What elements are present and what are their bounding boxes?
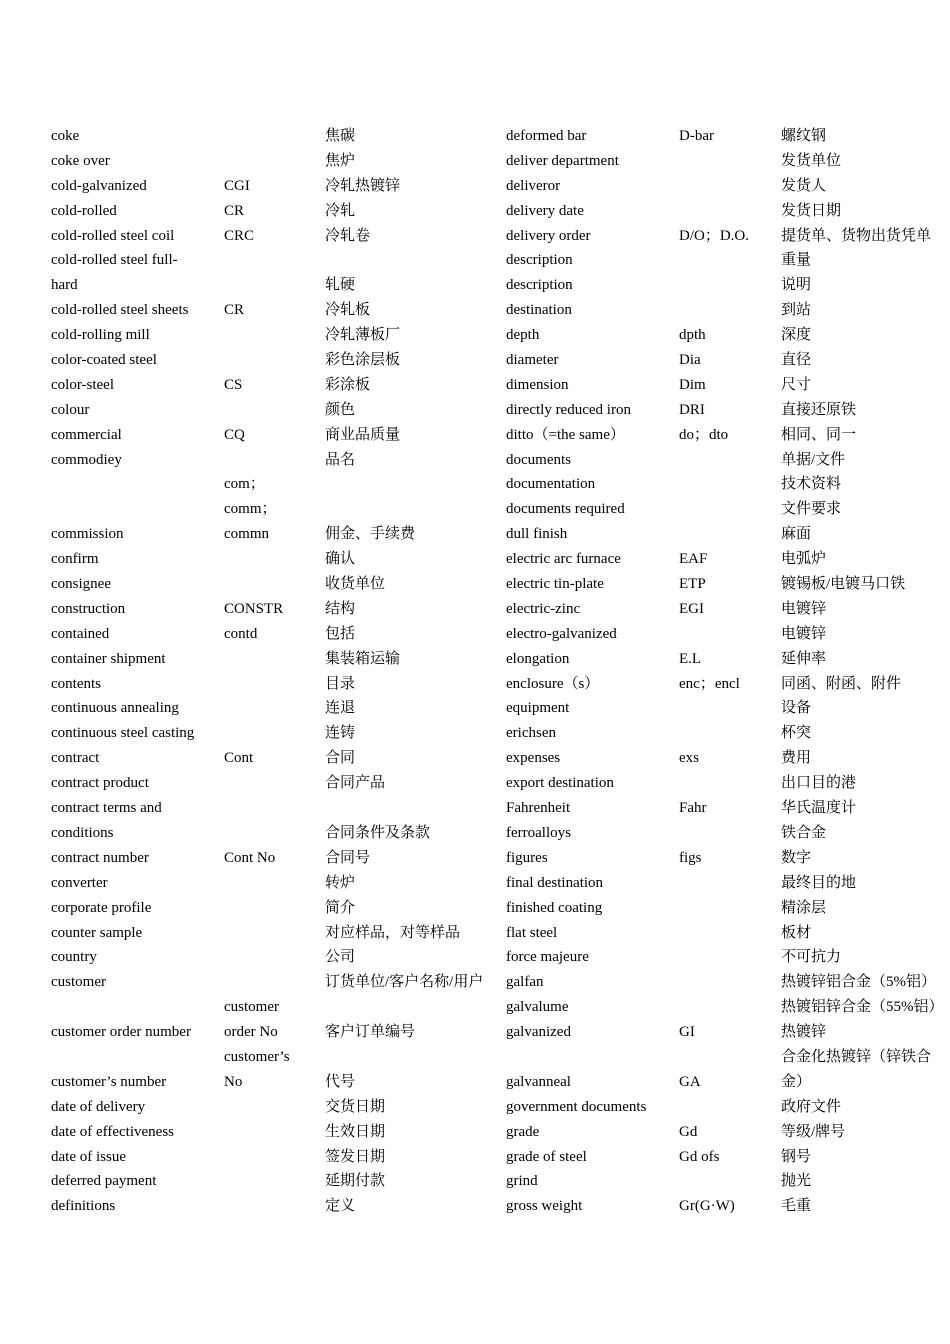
right-term-cell: government documents bbox=[506, 1098, 647, 1115]
left-chinese-term-cell: 客户订单编号 bbox=[325, 1024, 416, 1041]
right-chinese-term-cell: 钢号 bbox=[781, 1148, 812, 1165]
left-abbreviation-cell: CR bbox=[224, 202, 245, 219]
left-chinese-term-cell: 颜色 bbox=[325, 401, 356, 418]
left-abbreviation-cell: comm； bbox=[224, 501, 277, 518]
right-term-cell: deliver department bbox=[506, 152, 619, 169]
glossary-row bbox=[0, 672, 950, 697]
right-chinese-term-cell: 金） bbox=[781, 1073, 812, 1090]
right-term-cell: deformed bar bbox=[506, 128, 587, 144]
left-term-cell: counter sample bbox=[51, 924, 143, 941]
glossary-row bbox=[0, 696, 950, 721]
right-chinese-term-cell: 技术资料 bbox=[781, 476, 842, 493]
right-term-cell: dull finish bbox=[506, 526, 568, 543]
left-abbreviation-cell: CGI bbox=[224, 177, 250, 194]
right-term-cell: description bbox=[506, 277, 573, 294]
right-chinese-term-cell: 最终目的地 bbox=[781, 874, 857, 891]
right-abbreviation-cell: Fahr bbox=[679, 800, 707, 817]
right-chinese-term-cell: 发货日期 bbox=[781, 202, 842, 219]
right-term-cell: expenses bbox=[506, 750, 561, 767]
right-chinese-term-cell: 说明 bbox=[781, 277, 812, 294]
left-abbreviation-cell: Cont bbox=[224, 750, 254, 767]
right-term-cell: force majeure bbox=[506, 949, 589, 966]
left-chinese-term-cell: 冷轧热镀锌 bbox=[325, 177, 401, 194]
left-abbreviation-cell: No bbox=[224, 1073, 243, 1090]
right-chinese-term-cell: 板材 bbox=[781, 924, 812, 941]
right-term-cell: ferroalloys bbox=[506, 824, 571, 841]
right-abbreviation-cell: GI bbox=[679, 1024, 695, 1041]
left-term-cell: contract number bbox=[51, 849, 149, 866]
left-chinese-term-cell: 对应样品，对等样品 bbox=[325, 924, 461, 941]
left-chinese-term-cell: 订货单位/客户名称/用户 bbox=[325, 974, 484, 991]
right-chinese-term-cell: 镀锡板/电镀马口铁 bbox=[781, 576, 906, 593]
right-term-cell: delivery order bbox=[506, 227, 591, 244]
glossary-row bbox=[0, 821, 950, 846]
left-chinese-term-cell: 签发日期 bbox=[325, 1148, 386, 1165]
right-chinese-term-cell: 电镀锌 bbox=[781, 600, 827, 617]
right-chinese-term-cell: 深度 bbox=[781, 327, 812, 344]
left-chinese-term-cell: 合同条件及条款 bbox=[325, 824, 431, 841]
left-term-cell: contained bbox=[51, 625, 110, 642]
right-chinese-term-cell: 电弧炉 bbox=[781, 551, 827, 568]
glossary-row bbox=[0, 1070, 950, 1095]
left-term-cell: contract bbox=[51, 750, 100, 767]
right-chinese-term-cell: 毛重 bbox=[781, 1198, 812, 1215]
left-chinese-term-cell: 收货单位 bbox=[325, 576, 386, 593]
right-chinese-term-cell: 精涂层 bbox=[781, 899, 827, 916]
left-chinese-term-cell: 交货日期 bbox=[325, 1098, 386, 1115]
right-term-cell: final destination bbox=[506, 874, 604, 891]
glossary-row bbox=[0, 1045, 950, 1070]
right-chinese-term-cell: 单据/文件 bbox=[781, 451, 846, 468]
left-chinese-term-cell: 冷轧 bbox=[325, 202, 356, 219]
glossary-row bbox=[0, 1194, 950, 1219]
glossary-row bbox=[0, 1169, 950, 1194]
glossary-row bbox=[0, 871, 950, 896]
left-chinese-term-cell: 商业品质量 bbox=[325, 426, 401, 443]
left-term-cell: cold-rolled bbox=[51, 202, 117, 219]
right-term-cell: gross weight bbox=[506, 1198, 583, 1215]
right-chinese-term-cell: 出口目的港 bbox=[781, 775, 857, 792]
right-chinese-term-cell: 麻面 bbox=[781, 526, 812, 543]
right-abbreviation-cell: Gr(G·W) bbox=[679, 1198, 735, 1215]
right-term-cell: galfan bbox=[506, 974, 544, 991]
glossary-row bbox=[0, 796, 950, 821]
left-term-cell: confirm bbox=[51, 551, 99, 568]
right-chinese-term-cell: 尺寸 bbox=[781, 376, 812, 393]
left-chinese-term-cell: 轧硬 bbox=[325, 277, 356, 294]
left-term-cell: definitions bbox=[51, 1198, 116, 1215]
right-term-cell: documents required bbox=[506, 501, 625, 518]
right-abbreviation-cell: Gd ofs bbox=[679, 1148, 720, 1165]
left-term-cell: consignee bbox=[51, 576, 111, 593]
right-term-cell: description bbox=[506, 252, 573, 269]
glossary-row bbox=[0, 896, 950, 921]
left-term-cell: contents bbox=[51, 675, 101, 692]
glossary-row bbox=[0, 1120, 950, 1145]
left-chinese-term-cell: 佣金、手续费 bbox=[325, 526, 416, 543]
glossary-row bbox=[0, 771, 950, 796]
right-chinese-term-cell: 重量 bbox=[781, 252, 812, 269]
right-term-cell: electric-zinc bbox=[506, 600, 581, 617]
right-chinese-term-cell: 费用 bbox=[781, 750, 812, 767]
left-chinese-term-cell: 公司 bbox=[325, 949, 356, 966]
glossary-row bbox=[0, 522, 950, 547]
glossary-row bbox=[0, 348, 950, 373]
left-abbreviation-cell: com； bbox=[224, 476, 265, 493]
left-abbreviation-cell: commn bbox=[224, 526, 269, 543]
glossary-row bbox=[0, 199, 950, 224]
left-abbreviation-cell: CONSTR bbox=[224, 600, 284, 617]
left-abbreviation-cell: CRC bbox=[224, 227, 255, 244]
left-abbreviation-cell: contd bbox=[224, 625, 258, 642]
left-abbreviation-cell: CR bbox=[224, 302, 245, 319]
glossary-row bbox=[0, 846, 950, 871]
left-chinese-term-cell: 连退 bbox=[325, 700, 356, 717]
left-chinese-term-cell: 合同 bbox=[325, 750, 356, 767]
right-abbreviation-cell: EAF bbox=[679, 551, 708, 568]
left-term-cell: continuous annealing bbox=[51, 700, 179, 717]
left-chinese-term-cell: 合同产品 bbox=[325, 775, 386, 792]
left-term-cell: contract product bbox=[51, 775, 149, 792]
glossary-row bbox=[0, 921, 950, 946]
glossary-row bbox=[0, 124, 950, 149]
right-abbreviation-cell: Dim bbox=[679, 376, 706, 393]
left-chinese-term-cell: 目录 bbox=[325, 675, 356, 692]
right-term-cell: documents bbox=[506, 451, 571, 468]
right-chinese-term-cell: 相同、同一 bbox=[781, 426, 857, 443]
right-term-cell: erichsen bbox=[506, 725, 556, 742]
left-chinese-term-cell: 结构 bbox=[325, 600, 356, 617]
glossary-row bbox=[0, 273, 950, 298]
right-term-cell: dimension bbox=[506, 376, 569, 393]
glossary-row bbox=[0, 1020, 950, 1045]
glossary-row bbox=[0, 970, 950, 995]
right-chinese-term-cell: 设备 bbox=[781, 700, 812, 717]
left-abbreviation-cell: customer bbox=[224, 999, 279, 1016]
right-term-cell: diameter bbox=[506, 352, 559, 369]
right-abbreviation-cell: dpth bbox=[679, 327, 706, 344]
left-term-cell: commercial bbox=[51, 426, 122, 443]
left-abbreviation-cell: customer’s bbox=[224, 1048, 290, 1065]
right-term-cell: flat steel bbox=[506, 924, 558, 941]
right-chinese-term-cell: 同函、附函、附件 bbox=[781, 675, 902, 692]
right-abbreviation-cell: D-bar bbox=[679, 128, 714, 144]
left-term-cell: commodiey bbox=[51, 451, 122, 468]
right-term-cell: electric arc furnace bbox=[506, 551, 621, 568]
glossary-row bbox=[0, 472, 950, 497]
left-term-cell: customer bbox=[51, 974, 106, 991]
right-abbreviation-cell: Gd bbox=[679, 1123, 698, 1140]
glossary-row bbox=[0, 448, 950, 473]
right-term-cell: ditto（=the same） bbox=[506, 426, 625, 443]
left-chinese-term-cell: 彩涂板 bbox=[325, 376, 371, 393]
left-term-cell: deferred payment bbox=[51, 1173, 157, 1190]
right-chinese-term-cell: 直径 bbox=[781, 352, 812, 369]
right-chinese-term-cell: 热镀锌 bbox=[781, 1024, 827, 1041]
right-chinese-term-cell: 延伸率 bbox=[781, 650, 827, 667]
right-term-cell: export destination bbox=[506, 775, 614, 792]
glossary-row bbox=[0, 721, 950, 746]
right-chinese-term-cell: 铁合金 bbox=[781, 824, 827, 841]
glossary-row bbox=[0, 373, 950, 398]
right-chinese-term-cell: 抛光 bbox=[781, 1173, 812, 1190]
glossary-row bbox=[0, 323, 950, 348]
right-term-cell: documentation bbox=[506, 476, 596, 493]
right-abbreviation-cell: enc；encl bbox=[679, 675, 740, 692]
left-term-cell: date of delivery bbox=[51, 1098, 146, 1115]
left-chinese-term-cell: 生效日期 bbox=[325, 1123, 386, 1140]
right-chinese-term-cell: 不可抗力 bbox=[781, 949, 842, 966]
glossary-row bbox=[0, 547, 950, 572]
right-term-cell: grade bbox=[506, 1123, 540, 1140]
left-term-cell: customer’s number bbox=[51, 1073, 167, 1090]
left-chinese-term-cell: 定义 bbox=[325, 1198, 356, 1215]
left-term-cell: continuous steel casting bbox=[51, 725, 195, 742]
left-term-cell: converter bbox=[51, 874, 108, 891]
left-abbreviation-cell: CS bbox=[224, 376, 243, 393]
right-chinese-term-cell: 杯突 bbox=[781, 725, 812, 742]
left-term-cell: cold-rolling mill bbox=[51, 327, 150, 344]
left-chinese-term-cell: 包括 bbox=[325, 625, 356, 642]
left-chinese-term-cell: 集装箱运输 bbox=[325, 650, 401, 667]
glossary-row bbox=[0, 398, 950, 423]
left-term-cell: cold-rolled steel full- bbox=[51, 252, 178, 269]
right-term-cell: enclosure（s） bbox=[506, 675, 600, 692]
left-term-cell: coke bbox=[51, 128, 80, 144]
right-term-cell: grind bbox=[506, 1173, 538, 1190]
right-term-cell: grade of steel bbox=[506, 1148, 587, 1165]
glossary-row bbox=[0, 248, 950, 273]
right-abbreviation-cell: GA bbox=[679, 1073, 701, 1090]
left-term-cell: cold-rolled steel coil bbox=[51, 227, 175, 244]
right-chinese-term-cell: 到站 bbox=[781, 302, 812, 319]
right-term-cell: galvalume bbox=[506, 999, 569, 1016]
right-chinese-term-cell: 电镀锌 bbox=[781, 625, 827, 642]
left-term-cell: colour bbox=[51, 401, 90, 418]
left-term-cell: cold-rolled steel sheets bbox=[51, 302, 189, 319]
right-chinese-term-cell: 合金化热镀锌（锌铁合 bbox=[781, 1048, 932, 1065]
glossary-row bbox=[0, 647, 950, 672]
left-term-cell: coke over bbox=[51, 152, 110, 169]
left-term-cell: color-coated steel bbox=[51, 352, 157, 369]
left-chinese-term-cell: 冷轧板 bbox=[325, 302, 371, 319]
right-chinese-term-cell: 华氏温度计 bbox=[781, 800, 857, 817]
glossary-row bbox=[0, 174, 950, 199]
right-term-cell: delivery date bbox=[506, 202, 584, 219]
right-term-cell: destination bbox=[506, 302, 572, 319]
right-chinese-term-cell: 热镀铝锌合金（55%铝） bbox=[781, 999, 944, 1016]
right-term-cell: finished coating bbox=[506, 899, 603, 916]
right-term-cell: equipment bbox=[506, 700, 570, 717]
glossary-row bbox=[0, 149, 950, 174]
right-abbreviation-cell: Dia bbox=[679, 352, 701, 369]
glossary-row bbox=[0, 1145, 950, 1170]
glossary-row bbox=[0, 224, 950, 249]
left-chinese-term-cell: 代号 bbox=[325, 1073, 356, 1090]
glossary-row bbox=[0, 995, 950, 1020]
left-term-cell: cold-galvanized bbox=[51, 177, 147, 194]
left-chinese-term-cell: 合同号 bbox=[325, 849, 371, 866]
left-term-cell: date of issue bbox=[51, 1148, 126, 1165]
left-abbreviation-cell: order No bbox=[224, 1024, 278, 1041]
right-term-cell: electro-galvanized bbox=[506, 625, 617, 642]
right-chinese-term-cell: 螺纹钢 bbox=[781, 128, 827, 144]
right-term-cell: directly reduced iron bbox=[506, 401, 631, 418]
left-term-cell: hard bbox=[51, 277, 78, 294]
left-term-cell: contract terms and bbox=[51, 800, 162, 817]
glossary-row bbox=[0, 945, 950, 970]
right-chinese-term-cell: 数字 bbox=[781, 849, 812, 866]
right-abbreviation-cell: do；dto bbox=[679, 426, 729, 443]
right-chinese-term-cell: 提货单、货物出货凭单 bbox=[781, 227, 932, 244]
left-abbreviation-cell: CQ bbox=[224, 426, 245, 443]
left-term-cell: commission bbox=[51, 526, 124, 543]
right-term-cell: Fahrenheit bbox=[506, 800, 571, 817]
left-chinese-term-cell: 冷轧薄板厂 bbox=[325, 327, 401, 344]
glossary-table bbox=[0, 124, 950, 1219]
glossary-row bbox=[0, 298, 950, 323]
right-abbreviation-cell: EGI bbox=[679, 600, 704, 617]
left-chinese-term-cell: 连铸 bbox=[325, 725, 356, 742]
right-chinese-term-cell: 热镀锌铝合金（5%铝） bbox=[781, 974, 936, 991]
left-chinese-term-cell: 简介 bbox=[325, 899, 356, 916]
right-chinese-term-cell: 发货人 bbox=[781, 177, 827, 194]
left-chinese-term-cell: 彩色涂层板 bbox=[325, 352, 401, 369]
right-abbreviation-cell: exs bbox=[679, 750, 699, 767]
right-abbreviation-cell: DRI bbox=[679, 401, 705, 418]
left-term-cell: corporate profile bbox=[51, 899, 152, 916]
left-chinese-term-cell: 焦炉 bbox=[325, 152, 356, 169]
right-abbreviation-cell: D/O；D.O. bbox=[679, 227, 749, 244]
left-chinese-term-cell: 转炉 bbox=[325, 874, 356, 891]
right-chinese-term-cell: 文件要求 bbox=[781, 501, 842, 518]
left-term-cell: color-steel bbox=[51, 376, 115, 393]
right-term-cell: elongation bbox=[506, 650, 570, 667]
right-term-cell: figures bbox=[506, 849, 548, 866]
right-term-cell: deliveror bbox=[506, 177, 561, 194]
left-term-cell: container shipment bbox=[51, 650, 166, 667]
left-abbreviation-cell: Cont No bbox=[224, 849, 276, 866]
left-term-cell: customer order number bbox=[51, 1024, 191, 1041]
left-chinese-term-cell: 延期付款 bbox=[325, 1173, 386, 1190]
right-chinese-term-cell: 等级/牌号 bbox=[781, 1123, 846, 1140]
right-chinese-term-cell: 发货单位 bbox=[781, 152, 842, 169]
right-abbreviation-cell: ETP bbox=[679, 576, 706, 593]
left-chinese-term-cell: 冷轧卷 bbox=[325, 227, 371, 244]
glossary-row bbox=[0, 423, 950, 448]
right-term-cell: galvanneal bbox=[506, 1073, 571, 1090]
left-term-cell: date of effectiveness bbox=[51, 1123, 174, 1140]
left-term-cell: conditions bbox=[51, 824, 114, 841]
right-chinese-term-cell: 直接还原铁 bbox=[781, 401, 857, 418]
left-chinese-term-cell: 焦碳 bbox=[325, 128, 356, 144]
left-term-cell: country bbox=[51, 949, 97, 966]
right-abbreviation-cell: E.L bbox=[679, 650, 702, 667]
left-term-cell: construction bbox=[51, 600, 126, 617]
glossary-row bbox=[0, 746, 950, 771]
glossary-row bbox=[0, 497, 950, 522]
right-term-cell: galvanized bbox=[506, 1024, 571, 1041]
glossary-row bbox=[0, 1095, 950, 1120]
left-chinese-term-cell: 品名 bbox=[325, 451, 356, 468]
glossary-row bbox=[0, 572, 950, 597]
right-abbreviation-cell: figs bbox=[679, 849, 702, 866]
right-chinese-term-cell: 政府文件 bbox=[781, 1098, 842, 1115]
right-term-cell: depth bbox=[506, 327, 540, 344]
glossary-row bbox=[0, 597, 950, 622]
left-chinese-term-cell: 确认 bbox=[325, 551, 356, 568]
glossary-row bbox=[0, 622, 950, 647]
right-term-cell: electric tin-plate bbox=[506, 576, 604, 593]
